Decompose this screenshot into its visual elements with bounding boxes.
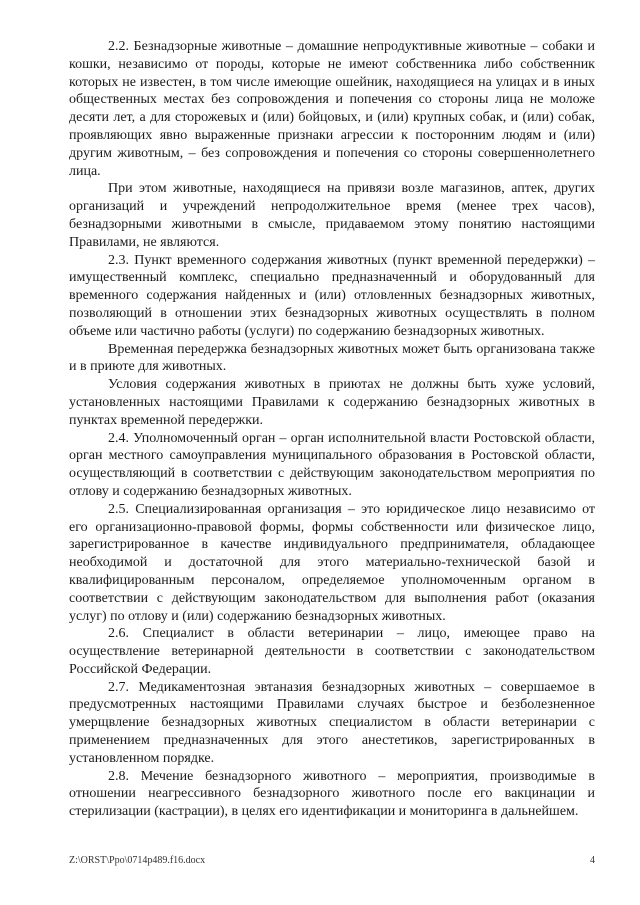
paragraph-2-8: 2.8. Мечение безнадзорного животного – мероприятия, производимые в отношении неагрессивного безнадзорного животного после его вакцинации и стерилизации (кастрации), в целях его идентификации и мониторинга в дальнейшем. (69, 768, 595, 820)
paragraph-2-7: 2.7. Медикаментозная эвтаназия безнадзорных животных – совершаемое в предусмотренных настоящими Правилами случаях быстрое и безболезненное умерщвление безнадзорных животных специалистом в области ветеринарии с применением предназначенных для этого анестетиков, зарегистрированных в установленном порядке. (69, 679, 595, 766)
footer-file-path: Z:\ORST\Ppo\0714p489.f16.docx (69, 855, 206, 866)
paragraph-2-3: 2.3. Пункт временного содержания животных (пункт временной передержки) – имущественный комплекс, специально предназначенный и оборудованный для временного содержания найденных и (или) отловленных безнадзорных животных, позволяющий в отношении этих безнадзорных животных осуществлять в полном объеме или частично работы (услуги) по содержанию безнадзорных животных. (69, 252, 595, 339)
paragraph-2-4: 2.4. Уполномоченный орган – орган исполнительной власти Ростовской области, орган местного самоуправления муниципального образования в Ростовской области, осуществляющий в соответствии с действующим законодательством мероприятия по отлову и содержанию безнадзорных животных. (69, 430, 595, 499)
paragraph-2-6: 2.6. Специалист в области ветеринарии – лицо, имеющее право на осуществление ветеринарной деятельности в соответствии с законодательством Российской Федерации. (69, 626, 595, 677)
document-body (69, 38, 595, 821)
paragraph-2-5: 2.5. Специализированная организация – это юридическое лицо независимо от его организационно-правовой формы, формы собственности или физическое лицо, зарегистрированное в качестве индивидуального предпринимателя, обладающее необходимой и достаточной для этого материально-технической базой и квалифицированным персоналом, определяемое уполномоченным органом в соответствии с действующим законодательством для выполнения работ (оказания услуг) по отлову и (или) содержанию безнадзорных животных. (69, 501, 595, 624)
paragraph-2-3-note-2: Условия содержания животных в приютах не должны быть хуже условий, установленных настоящими Правилами к содержанию безнадзорных животных в пунктах временной передержки. (69, 377, 595, 428)
paragraph-2-2: 2.2. Безнадзорные животные – домашние непродуктивные животные – собаки и кошки, независимо от породы, которые не имеют собственника либо собственник которых не известен, в том числе имеющие ошейник, находящиеся на улицах и в иных общественных местах без сопровождения и попечения со стороны лица не моложе десяти лет, а для сторожевых и (или) бойцовых, и (или) крупных собак, и (или) собак, проявляющих явно выраженные признаки агрессии к посторонним людям и (или) другим животным, – без сопровождения и попечения со стороны совершеннолетнего лица. (69, 39, 595, 179)
paragraph-2-3-note-1: Временная передержка безнадзорных животных может быть организована также и в приюте для животных. (69, 341, 595, 375)
footer-page-number: 4 (590, 855, 595, 866)
paragraph-2-2-note: При этом животные, находящиеся на привязи возле магазинов, аптек, других организаций и учреждений непродолжительное время (менее трех часов), безнадзорными животными в смысле, придаваемом этому понятию настоящими Правилами, не являются. (69, 181, 595, 250)
